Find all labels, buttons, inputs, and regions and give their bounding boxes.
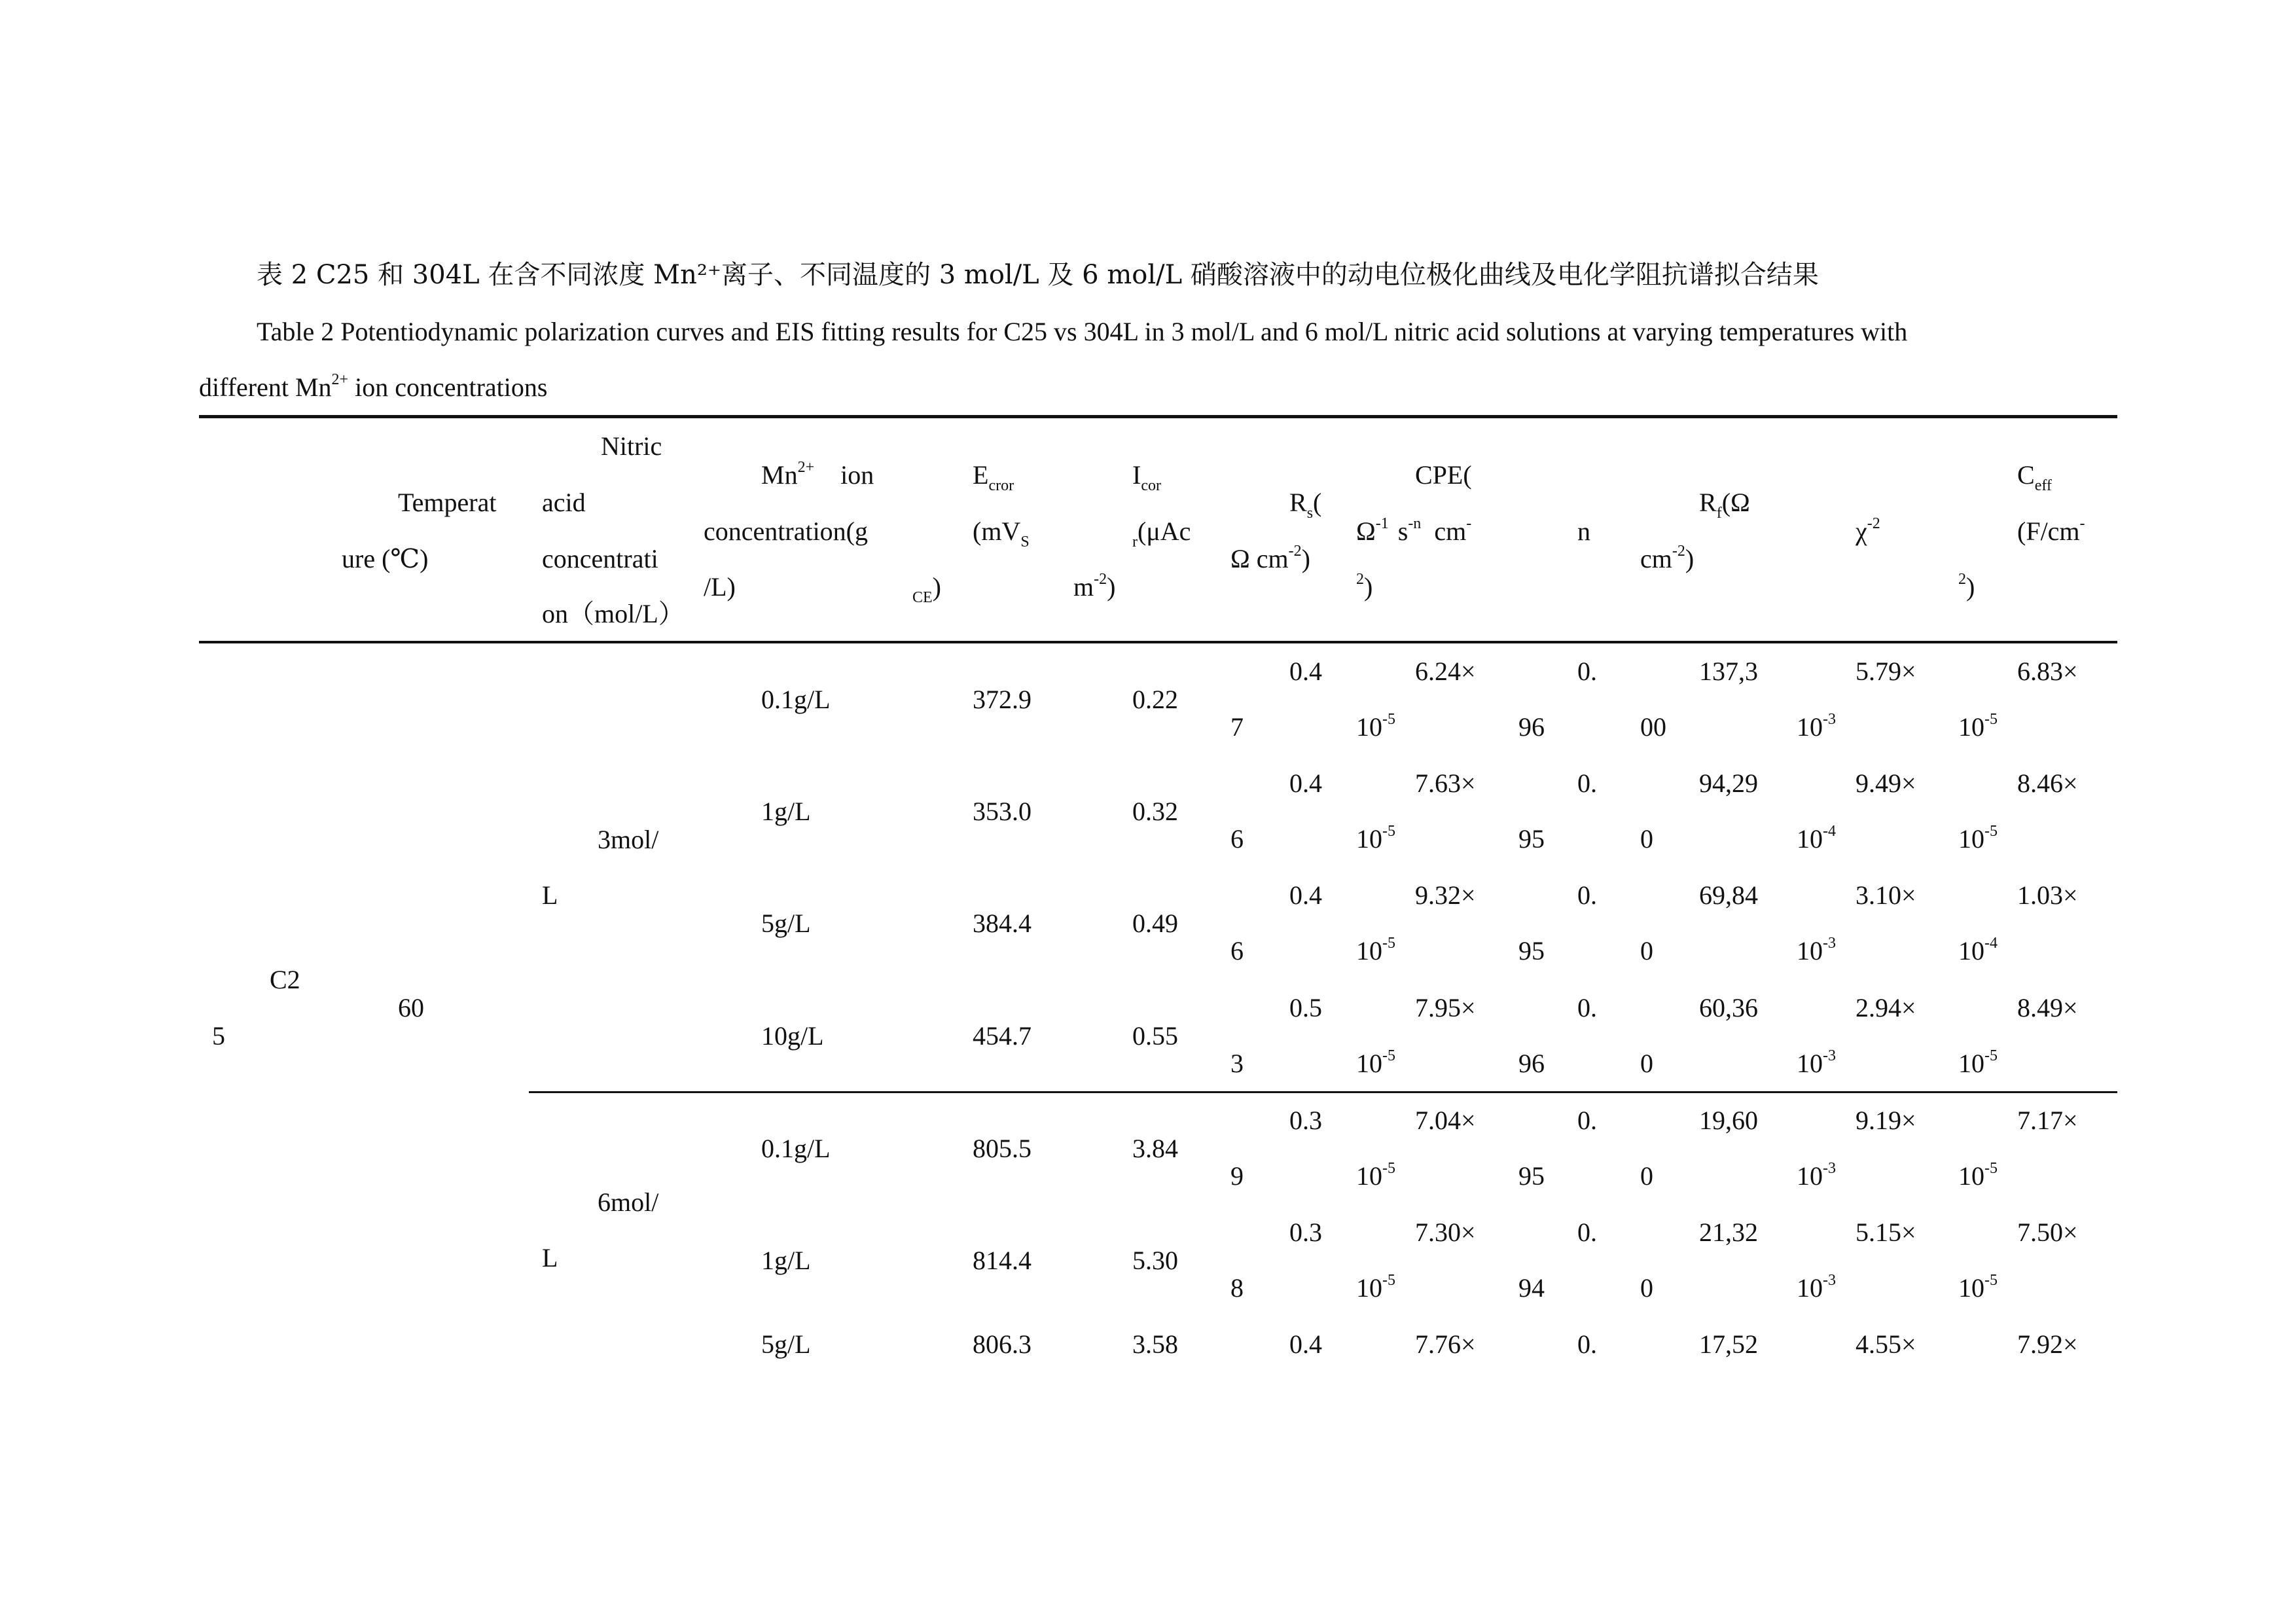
header-nitric-l3: concentrati [542,544,658,573]
header-ceff-l1: $C_{eff}$ [2017,460,2052,494]
cell-chi-a: 5.79× [1856,657,1916,686]
cell-cpe-a: 9.32× [1415,880,1476,910]
header-rf-l2: $cm^{-2}$) [1640,543,1695,573]
cell-rs-b: 7 [1230,712,1244,742]
cell-rs-a: 0.4 [1289,657,1322,686]
cell-n-a: 0. [1577,1106,1597,1135]
cell-icorr: 0.32 [1132,797,1178,826]
cell-rs-b: 8 [1230,1273,1244,1303]
cell-ceff-a: 6.83× [2017,657,2078,686]
cell-chi-b: $10^{-3}$ [1797,1272,1836,1303]
caption-chinese: 表 2 C25 和 304L 在含不同浓度 Mn²⁺离子、不同温度的 3 mol/L 及 6 mol/L 硝酸溶液中的动电位极化曲线及电化学阻抗谱拟合结果 [257,260,1819,290]
cell-mn-conc: 5g/L [761,909,811,938]
cell-mn-conc: 5g/L [761,1329,811,1359]
cell-n-a: 0. [1577,657,1597,686]
cell-ecorr: 353.0 [973,797,1031,826]
cell-rs-b: 9 [1230,1161,1244,1191]
cell-rs-b: 3 [1230,1049,1244,1078]
header-nitric-l1: Nitric [601,431,662,461]
cell-rf-b: 0 [1640,1273,1653,1303]
header-nitric-l2: acid [542,488,586,517]
acid-cell-6mol-l2: L [542,1243,558,1272]
cell-ceff-b: $10^{-5}$ [1958,1047,1998,1078]
header-rs-l1: $R_s$( [1289,488,1322,522]
cell-chi-b: $10^{-3}$ [1797,1047,1836,1078]
cell-mn-conc: 0.1g/L [761,685,831,714]
table-top-rule [199,415,2117,418]
caption-english-line1: Table 2 Potentiodynamic polarization curves and EIS fitting results for C25 vs 304L in 3 mol/L and 6 mol/L nitric acid solutions at varying temperatures with [257,317,1908,346]
caption-english-line2: different $Mn^{2+}$ ion concentrations [199,371,548,402]
cell-chi-a: 9.49× [1856,768,1916,798]
cell-rf-b: 0 [1640,1049,1653,1078]
cell-rs-a: 0.4 [1289,880,1322,910]
cell-icorr: 5.30 [1132,1246,1178,1275]
cell-icorr: 3.84 [1132,1134,1178,1163]
cell-cpe-a: 6.24× [1415,657,1476,686]
cell-ceff-a: 8.46× [2017,768,2078,798]
cell-chi-a: 9.19× [1856,1106,1916,1135]
cell-n-b: 96 [1518,712,1545,742]
cell-n-a: 0. [1577,880,1597,910]
cell-chi-b: $10^{-3}$ [1797,1160,1836,1191]
cell-cpe-a: 7.63× [1415,768,1476,798]
cell-ecorr: 814.4 [973,1246,1031,1275]
cell-ceff-a: 7.50× [2017,1218,2078,1247]
cell-n-a: 0. [1577,768,1597,798]
cell-cpe-b: $10^{-5}$ [1356,1272,1395,1303]
header-temperature-l2: ure (℃) [342,544,429,573]
header-cpe-l2: $\Omega^{-1}$ $s^{-n}$ cm- [1356,515,1472,546]
cell-ecorr: 454.7 [973,1021,1031,1051]
cell-rf-b: 0 [1640,1161,1653,1191]
header-ecorr-l2: ($mV_S$ [973,516,1030,550]
cell-rf-a: 60,36 [1699,993,1758,1022]
header-icorr-l2: $_r$(μAc [1132,516,1191,550]
cell-chi-a: 2.94× [1856,993,1916,1022]
cell-cpe-b: $10^{-5}$ [1356,711,1395,742]
cell-rs-a: 0.3 [1289,1218,1322,1247]
header-icorr-l1: $I_{cor}$ [1132,460,1161,494]
cell-ceff-a: 7.17× [2017,1106,2078,1135]
cell-n-a: 0. [1577,993,1597,1022]
cell-ceff-b: $10^{-5}$ [1958,1160,1998,1191]
cell-ecorr: 805.5 [973,1134,1031,1163]
table-header-rule [199,641,2117,643]
cell-cpe-b: $10^{-5}$ [1356,1047,1395,1078]
cell-ceff-b: $10^{-4}$ [1958,935,1998,965]
header-chi: $\chi^{-2}$ [1856,515,1880,546]
header-mn-l2: concentration(g [704,516,868,546]
cell-rs-b: 6 [1230,936,1244,965]
material-cell-l1: C2 [270,965,300,994]
cell-cpe-a: 7.76× [1415,1329,1476,1359]
cell-icorr: 0.49 [1132,909,1178,938]
cell-rs-b: 6 [1230,824,1244,854]
cell-chi-a: 5.15× [1856,1218,1916,1247]
cell-ecorr: 372.9 [973,685,1031,714]
cell-cpe-a: 7.30× [1415,1218,1476,1247]
header-mn-l3: /L) [704,572,736,602]
cell-rf-a: 137,3 [1699,657,1758,686]
cell-ceff-a: 7.92× [2017,1329,2078,1359]
cell-cpe-b: $10^{-5}$ [1356,823,1395,854]
material-cell-l2: 5 [212,1021,225,1051]
cell-rf-a: 69,84 [1699,880,1758,910]
cell-ceff-a: 1.03× [2017,880,2078,910]
cell-ceff-b: $10^{-5}$ [1958,1272,1998,1303]
cell-n-a: 0. [1577,1329,1597,1359]
cell-cpe-a: 7.95× [1415,993,1476,1022]
cell-rf-b: 0 [1640,824,1653,854]
cell-chi-a: 4.55× [1856,1329,1916,1359]
cell-mn-conc: 0.1g/L [761,1134,831,1163]
acid-cell-3mol-l1: 3mol/ [598,825,659,854]
cell-rf-a: 17,52 [1699,1329,1758,1359]
cell-mn-conc: 10g/L [761,1021,824,1051]
header-ceff-l3: $^2$) [1958,571,1975,602]
acid-cell-6mol-l1: 6mol/ [598,1187,659,1217]
cell-n-a: 0. [1577,1218,1597,1247]
cell-cpe-a: 7.04× [1415,1106,1476,1135]
cell-chi-b: $10^{-3}$ [1797,935,1836,965]
cell-chi-b: $10^{-4}$ [1797,823,1836,854]
cell-icorr: 3.58 [1132,1329,1178,1359]
header-ceff-l2: (F/cm- [2017,515,2085,546]
cell-chi-b: $10^{-3}$ [1797,711,1836,742]
cell-icorr: 0.22 [1132,685,1178,714]
cell-rf-b: 00 [1640,712,1666,742]
cell-rs-a: 0.3 [1289,1106,1322,1135]
cell-rf-a: 19,60 [1699,1106,1758,1135]
cell-mn-conc: 1g/L [761,797,811,826]
cell-ceff-b: $10^{-5}$ [1958,823,1998,854]
cell-icorr: 0.55 [1132,1021,1178,1051]
cell-rs-a: 0.4 [1289,768,1322,798]
header-icorr-l3: $m^{-2}$) [1073,571,1116,602]
acid-cell-3mol-l2: L [542,880,558,910]
cell-ceff-a: 8.49× [2017,993,2078,1022]
cell-ceff-b: $10^{-5}$ [1958,711,1998,742]
header-temperature-l1: Temperat [398,488,497,517]
cell-n-b: 95 [1518,936,1545,965]
header-rf-l1: $R_f(\Omega$ [1699,488,1750,522]
cell-chi-a: 3.10× [1856,880,1916,910]
cell-rf-b: 0 [1640,936,1653,965]
cell-cpe-b: $10^{-5}$ [1356,935,1395,965]
header-mn-l1: $Mn^{2+}$ ion [761,459,874,490]
header-cpe-l3: $^2$) [1356,571,1373,602]
cell-n-b: 95 [1518,1161,1545,1191]
cell-n-b: 95 [1518,824,1545,854]
header-n: n [1577,516,1590,546]
cell-ecorr: 384.4 [973,909,1031,938]
cell-rf-a: 21,32 [1699,1218,1758,1247]
table-block-divider [529,1091,2117,1093]
cell-cpe-b: $10^{-5}$ [1356,1160,1395,1191]
header-ecorr-l1: $E_{cror}$ [973,460,1014,494]
header-rs-l2: Ω $cm^{-2}$) [1230,543,1310,573]
cell-n-b: 94 [1518,1273,1545,1303]
header-ecorr-l3: $_{CE}$) [912,572,941,606]
temperature-cell: 60 [398,993,424,1022]
cell-mn-conc: 1g/L [761,1246,811,1275]
header-nitric-l4: on（mol/L） [542,599,685,628]
header-cpe-l1: CPE( [1415,460,1472,490]
cell-ecorr: 806.3 [973,1329,1031,1359]
cell-rs-a: 0.4 [1289,1329,1322,1359]
cell-rf-a: 94,29 [1699,768,1758,798]
cell-n-b: 96 [1518,1049,1545,1078]
cell-rs-a: 0.5 [1289,993,1322,1022]
